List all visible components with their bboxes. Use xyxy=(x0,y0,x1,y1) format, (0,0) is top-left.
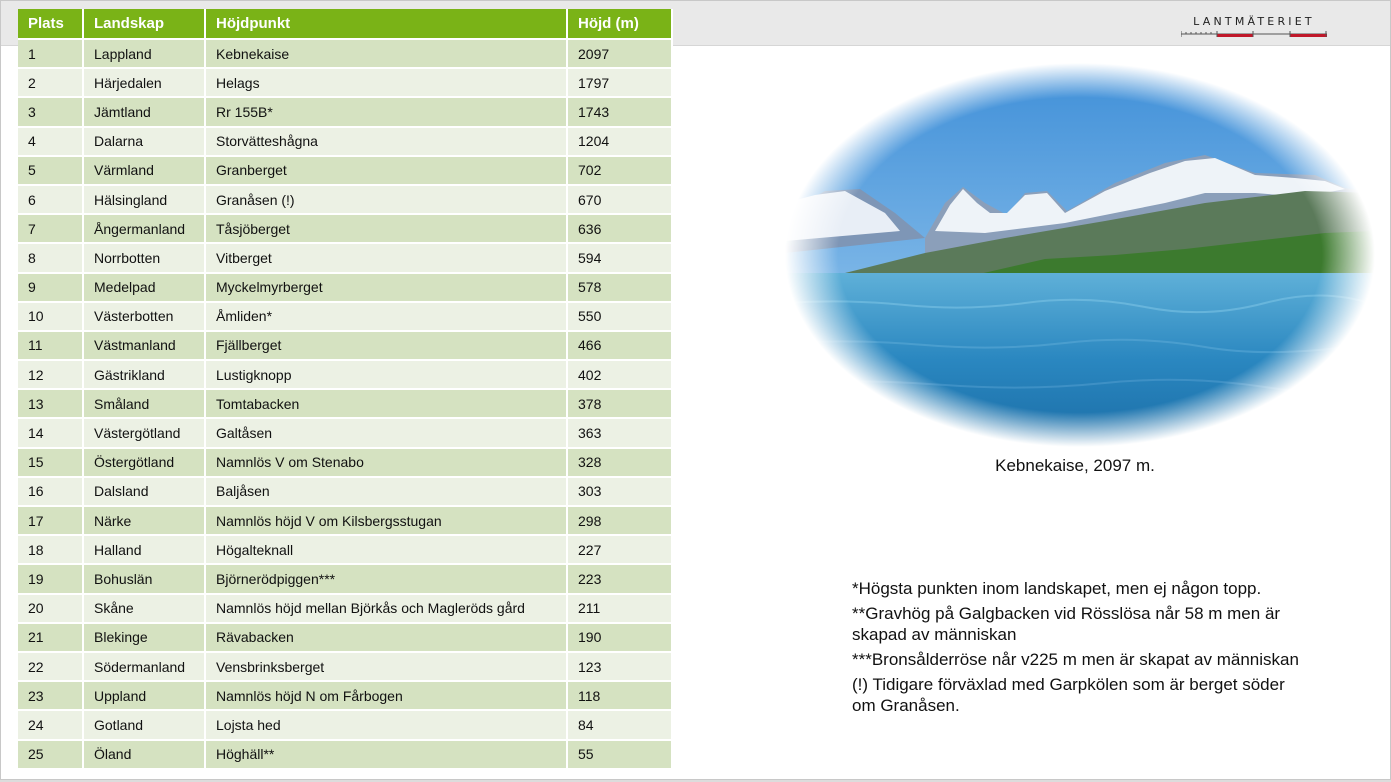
cell-hojdpunkt: Lustigknopp xyxy=(205,360,567,389)
cell-hojd: 55 xyxy=(567,740,672,769)
cell-hojdpunkt: Granberget xyxy=(205,156,567,185)
footnote-1: *Högsta punkten inom landskapet, men ej någon topp. xyxy=(852,579,1262,598)
table-row xyxy=(18,302,672,331)
table-row xyxy=(18,740,672,769)
cell-landskap: Värmland xyxy=(83,156,205,185)
header-landskap: Landskap xyxy=(83,9,205,39)
cell-plats: 23 xyxy=(18,681,83,710)
table-row xyxy=(18,68,672,97)
table-row xyxy=(18,389,672,418)
table-row xyxy=(18,214,672,243)
cell-hojd: 594 xyxy=(567,243,672,272)
cell-hojdpunkt: Lojsta hed xyxy=(205,710,567,739)
cell-hojdpunkt: Vensbrinksberget xyxy=(205,652,567,681)
cell-hojd: 211 xyxy=(567,594,672,623)
header-plats: Plats xyxy=(18,9,83,39)
cell-hojd: 328 xyxy=(567,448,672,477)
cell-hojdpunkt: Kebnekaise xyxy=(205,39,567,68)
table-row xyxy=(18,418,672,447)
cell-plats: 24 xyxy=(18,710,83,739)
footnotes xyxy=(852,578,1312,720)
cell-landskap: Östergötland xyxy=(83,448,205,477)
cell-hojdpunkt: Vitberget xyxy=(205,243,567,272)
cell-hojd: 303 xyxy=(567,477,672,506)
cell-plats: 11 xyxy=(18,331,83,360)
table-row xyxy=(18,652,672,681)
cell-hojd: 2097 xyxy=(567,39,672,68)
table-row xyxy=(18,360,672,389)
table-row xyxy=(18,681,672,710)
cell-plats: 14 xyxy=(18,418,83,447)
cell-plats: 25 xyxy=(18,740,83,769)
table-row xyxy=(18,39,672,68)
logo-ruler-icon xyxy=(1181,15,1327,41)
heights-table xyxy=(18,9,673,770)
table-row xyxy=(18,535,672,564)
cell-hojdpunkt: Namnlös V om Stenabo xyxy=(205,448,567,477)
table-row xyxy=(18,127,672,156)
cell-hojdpunkt: Helags xyxy=(205,68,567,97)
cell-hojdpunkt: Baljåsen xyxy=(205,477,567,506)
cell-hojd: 123 xyxy=(567,652,672,681)
photo-caption: Kebnekaise, 2097 m. xyxy=(995,456,1155,475)
cell-hojd: 363 xyxy=(567,418,672,447)
cell-hojd: 578 xyxy=(567,273,672,302)
cell-landskap: Medelpad xyxy=(83,273,205,302)
table-row xyxy=(18,594,672,623)
cell-landskap: Småland xyxy=(83,389,205,418)
cell-plats: 2 xyxy=(18,68,83,97)
table-row xyxy=(18,156,672,185)
cell-plats: 8 xyxy=(18,243,83,272)
cell-plats: 16 xyxy=(18,477,83,506)
cell-hojdpunkt: Åmliden* xyxy=(205,302,567,331)
table-header-row xyxy=(18,9,672,39)
cell-hojd: 670 xyxy=(567,185,672,214)
cell-plats: 1 xyxy=(18,39,83,68)
cell-landskap: Lappland xyxy=(83,39,205,68)
footnote-3: ***Bronsålderröse når v225 m men är skapat av människan xyxy=(852,650,1299,669)
cell-hojd: 1204 xyxy=(567,127,672,156)
table-row xyxy=(18,97,672,126)
cell-landskap: Gotland xyxy=(83,710,205,739)
cell-hojd: 84 xyxy=(567,710,672,739)
cell-landskap: Skåne xyxy=(83,594,205,623)
cell-landskap: Gästrikland xyxy=(83,360,205,389)
cell-landskap: Hälsingland xyxy=(83,185,205,214)
cell-hojdpunkt: Fjällberget xyxy=(205,331,567,360)
cell-landskap: Västergötland xyxy=(83,418,205,447)
table-row xyxy=(18,243,672,272)
table-body xyxy=(18,39,672,769)
cell-hojd: 636 xyxy=(567,214,672,243)
cell-plats: 18 xyxy=(18,535,83,564)
cell-plats: 19 xyxy=(18,564,83,593)
cell-hojdpunkt: Granåsen (!) xyxy=(205,185,567,214)
cell-plats: 17 xyxy=(18,506,83,535)
header-hojd: Höjd (m) xyxy=(567,9,672,39)
table-row xyxy=(18,564,672,593)
lantmateriet-logo xyxy=(1181,15,1327,41)
footnote-2: **Gravhög på Galgbacken vid Rösslösa når 58 m men är skapad av människan xyxy=(852,604,1281,644)
table-row xyxy=(18,448,672,477)
cell-landskap: Dalsland xyxy=(83,477,205,506)
cell-hojd: 378 xyxy=(567,389,672,418)
header-hojdpunkt: Höjdpunkt xyxy=(205,9,567,39)
cell-hojd: 227 xyxy=(567,535,672,564)
cell-hojd: 190 xyxy=(567,623,672,652)
cell-landskap: Västerbotten xyxy=(83,302,205,331)
cell-hojdpunkt: Tåsjöberget xyxy=(205,214,567,243)
cell-plats: 4 xyxy=(18,127,83,156)
cell-hojdpunkt: Björnerödpiggen*** xyxy=(205,564,567,593)
table-row xyxy=(18,506,672,535)
cell-landskap: Halland xyxy=(83,535,205,564)
table-row xyxy=(18,331,672,360)
cell-plats: 3 xyxy=(18,97,83,126)
cell-hojdpunkt: Högalteknall xyxy=(205,535,567,564)
cell-hojdpunkt: Galtåsen xyxy=(205,418,567,447)
cell-hojd: 1743 xyxy=(567,97,672,126)
cell-plats: 12 xyxy=(18,360,83,389)
cell-hojdpunkt: Namnlös höjd mellan Björkås och Magleröds gård xyxy=(205,594,567,623)
cell-landskap: Västmanland xyxy=(83,331,205,360)
logo-text: LANTMÄTERIET xyxy=(1193,15,1315,28)
table-row xyxy=(18,185,672,214)
cell-hojdpunkt: Rävabacken xyxy=(205,623,567,652)
cell-landskap: Jämtland xyxy=(83,97,205,126)
cell-hojd: 402 xyxy=(567,360,672,389)
table-row xyxy=(18,623,672,652)
cell-landskap: Härjedalen xyxy=(83,68,205,97)
cell-hojdpunkt: Namnlös höjd N om Fårbogen xyxy=(205,681,567,710)
cell-landskap: Norrbotten xyxy=(83,243,205,272)
footnote-4: (!) Tidigare förväxlad med Garpkölen som är berget söder om Granåsen. xyxy=(852,675,1285,715)
cell-hojdpunkt: Storvätteshågna xyxy=(205,127,567,156)
cell-plats: 21 xyxy=(18,623,83,652)
cell-hojdpunkt: Rr 155B* xyxy=(205,97,567,126)
cell-plats: 13 xyxy=(18,389,83,418)
cell-hojdpunkt: Tomtabacken xyxy=(205,389,567,418)
table-row xyxy=(18,477,672,506)
cell-hojdpunkt: Höghäll** xyxy=(205,740,567,769)
cell-hojd: 118 xyxy=(567,681,672,710)
cell-plats: 20 xyxy=(18,594,83,623)
cell-hojdpunkt: Myckelmyrberget xyxy=(205,273,567,302)
cell-landskap: Bohuslän xyxy=(83,564,205,593)
cell-hojd: 298 xyxy=(567,506,672,535)
table-row xyxy=(18,273,672,302)
cell-landskap: Ångermanland xyxy=(83,214,205,243)
cell-plats: 7 xyxy=(18,214,83,243)
cell-hojd: 1797 xyxy=(567,68,672,97)
cell-plats: 6 xyxy=(18,185,83,214)
cell-plats: 10 xyxy=(18,302,83,331)
cell-landskap: Uppland xyxy=(83,681,205,710)
cell-landskap: Närke xyxy=(83,506,205,535)
table-row xyxy=(18,710,672,739)
kebnekaise-photo xyxy=(785,63,1375,447)
cell-landskap: Öland xyxy=(83,740,205,769)
cell-hojd: 550 xyxy=(567,302,672,331)
cell-landskap: Södermanland xyxy=(83,652,205,681)
cell-hojd: 223 xyxy=(567,564,672,593)
cell-hojd: 702 xyxy=(567,156,672,185)
cell-hojdpunkt: Namnlös höjd V om Kilsbergsstugan xyxy=(205,506,567,535)
cell-plats: 22 xyxy=(18,652,83,681)
cell-landskap: Blekinge xyxy=(83,623,205,652)
cell-hojd: 466 xyxy=(567,331,672,360)
cell-plats: 5 xyxy=(18,156,83,185)
cell-plats: 9 xyxy=(18,273,83,302)
cell-landskap: Dalarna xyxy=(83,127,205,156)
cell-plats: 15 xyxy=(18,448,83,477)
